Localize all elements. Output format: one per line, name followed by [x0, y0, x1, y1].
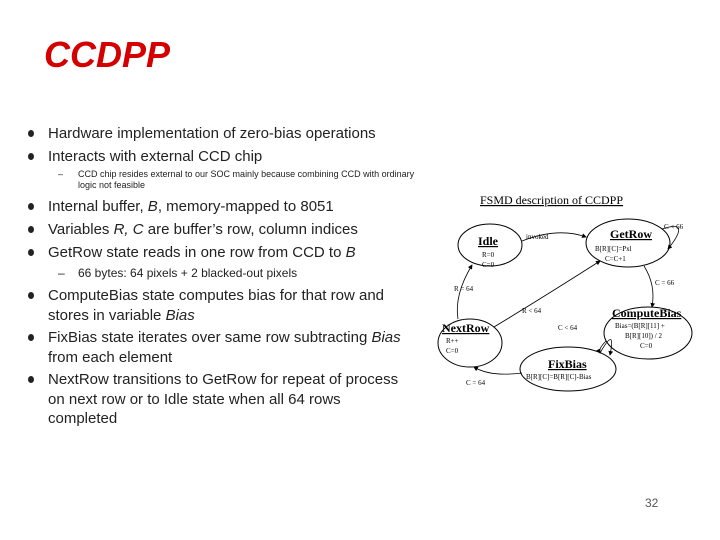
bullet-dot-icon	[28, 249, 34, 256]
bullet-item	[28, 147, 408, 167]
bullet-dot-icon	[28, 226, 34, 233]
bullet-text: Internal buffer, B, memory-mapped to 8051	[48, 198, 334, 215]
sub-bullet-item	[58, 266, 418, 281]
slide-title: CCDPP	[44, 34, 171, 75]
bullet-dot-icon	[28, 292, 34, 299]
state-getrow-action: C=C+1	[605, 255, 626, 263]
bullet-item	[28, 328, 408, 367]
state-computebias-action: Bias=(B[R][11] +	[615, 322, 665, 330]
bullet-dot-icon	[28, 153, 34, 160]
state-idle-name: Idle	[478, 234, 499, 248]
bullet-dot-icon	[28, 130, 34, 137]
state-idle-action: C=0	[482, 261, 495, 269]
transition-fixbias-self	[600, 339, 612, 355]
bullet-dot-icon	[28, 203, 34, 210]
transition-getrow-self-label: C < 66	[664, 223, 684, 231]
bullet-item	[28, 197, 408, 217]
transition-fixbias-to-nextrow-label: C = 64	[466, 379, 486, 387]
bullet-item	[28, 124, 408, 144]
state-computebias-action: B[R][10]) / 2	[625, 332, 662, 340]
sub-bullet-text: 66 bytes: 64 pixels + 2 blacked-out pixels	[78, 266, 298, 280]
transition-fixbias-self-label: C < 64	[558, 324, 578, 332]
bullet-item	[28, 243, 408, 263]
fsmd-title: FSMD description of CCDPP	[480, 193, 624, 207]
bullet-text: FixBias state iterates over same row subtracting Bias from each element	[48, 329, 401, 366]
state-idle-action: R=0	[482, 251, 495, 259]
state-computebias-name: ComputeBias	[612, 306, 682, 320]
state-nextrow-action: R++	[446, 337, 459, 345]
bullet-text: Variables R, C are buffer’s row, column indices	[48, 221, 358, 238]
dash-icon: –	[58, 169, 64, 179]
state-getrow-action: B[R][C]=Pxl	[595, 245, 632, 253]
bullet-text: ComputeBias state computes bias for that row and stores in variable Bias	[48, 287, 385, 324]
transition-nextrow-to-idle-label: R = 64	[454, 285, 474, 293]
bullet-dot-icon	[28, 376, 34, 383]
state-computebias-action: C=0	[640, 342, 653, 350]
bullet-text: Hardware implementation of zero-bias operations	[48, 125, 376, 142]
transition-getrow-to-computebias	[644, 266, 653, 307]
bullet-dot-icon	[28, 334, 34, 341]
bullet-item	[28, 286, 408, 325]
bullet-item	[28, 220, 408, 240]
dash-icon: –	[58, 266, 65, 280]
transition-getrow-to-computebias-label: C = 66	[655, 279, 675, 287]
sub-bullet-text: CCD chip resides external to our SOC mainly because combining CCD with ordinary logic not feasible	[78, 169, 415, 190]
transition-nextrow-to-getrow-label: R < 64	[522, 307, 542, 315]
fsmd-diagram	[430, 185, 710, 415]
state-nextrow-name: NextRow	[442, 321, 490, 335]
transition-computebias-to-fixbias	[600, 341, 606, 353]
bullet-item	[28, 370, 408, 429]
transition-fixbias-to-nextrow	[474, 367, 522, 374]
state-getrow-name: GetRow	[610, 227, 652, 241]
bullet-text: NextRow transitions to GetRow for repeat of process on next row or to Idle state when all 64 rows completed	[48, 371, 399, 427]
sub-bullet-item	[58, 169, 418, 191]
transition-invoked-label: invoked	[526, 233, 549, 241]
page-number: 32	[645, 496, 659, 510]
transition-nextrow-to-getrow	[494, 261, 600, 327]
state-fixbias-action: B[R][C]=B[R][C]-Bias	[526, 373, 592, 381]
state-fixbias-name: FixBias	[548, 357, 587, 371]
bullet-text: Interacts with external CCD chip	[48, 148, 263, 165]
bullet-text: GetRow state reads in one row from CCD to B	[48, 244, 356, 261]
state-nextrow-action: C=0	[446, 347, 459, 355]
